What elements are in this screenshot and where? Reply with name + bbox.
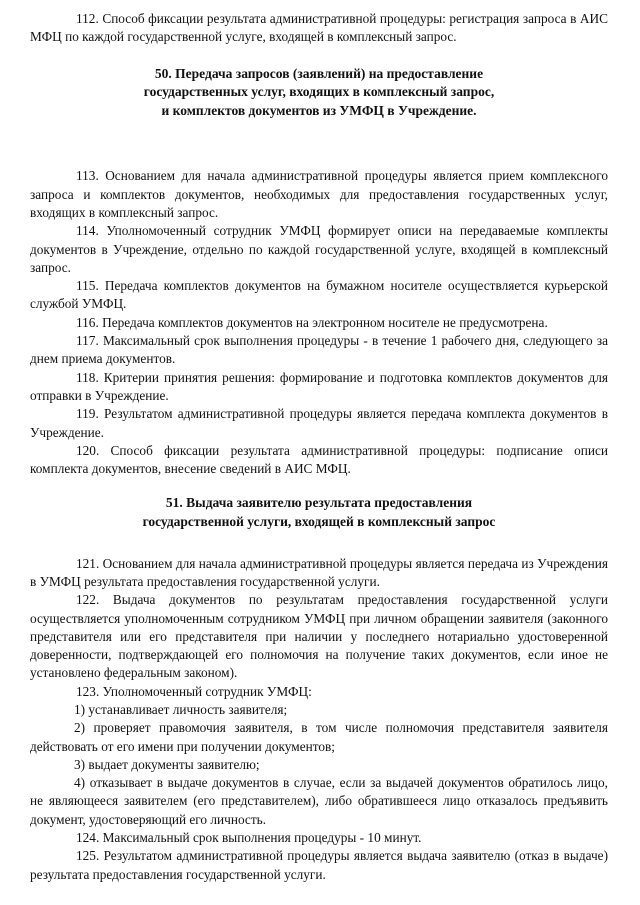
- section-50-heading-line: и комплектов документов из УМФЦ в Учреждение.: [161, 102, 477, 118]
- paragraph-116: 116. Передача комплектов документов на электронном носителе не предусмотрена.: [76, 314, 548, 330]
- paragraph-113: 113. Основанием для начала административной процедуры является прием комплексного запроса и комплектов документов, необходимых для предоставления государственных услуг, входящих в комплексный запрос.: [30, 168, 608, 220]
- section-51-heading: [30, 494, 608, 531]
- list-item-2: 2) проверяет правомочия заявителя, в том числе полномочия представителя заявителя действовать от его имени при получении документов;: [30, 720, 608, 754]
- spacer: [30, 120, 608, 167]
- paragraph-120: 120. Способ фиксации результата административной процедуры: подписание описи комплекта документов, внесение сведений в АИС МФЦ.: [30, 442, 608, 477]
- paragraph-112: 112. Способ фиксации результата административной процедуры: регистрация запроса в АИС МФЦ по каждой государственной услуге, входящей в комплексный запрос.: [30, 11, 608, 45]
- list-item-4: 4) отказывает в выдаче документов в случае, если за выдачей документов обратилось лицо, не являющееся заявителем (его представителем), либо обратившееся лицо отказалось предъявить документ, удостоверяющий его личность.: [30, 775, 608, 827]
- spacer: [30, 478, 608, 494]
- paragraph-125: 125. Результатом административной процедуры является выдача заявителю (отказ в выдаче) результата предоставления государственной услуги.: [30, 848, 608, 882]
- paragraph-121: 121. Основанием для начала административной процедуры является передача из Учреждения в УМФЦ результата предоставления государственной услуги.: [30, 555, 608, 589]
- paragraph-114: 114. Уполномоченный сотрудник УМФЦ формирует описи на передаваемые комплекты документов в Учреждение, отдельно по каждой государственной услуге, входящей в комплексный запрос.: [30, 223, 608, 275]
- section-51-heading-line: государственной услуги, входящей в комплексный запрос: [142, 514, 496, 530]
- spacer: [30, 47, 608, 65]
- paragraph-117: 117. Максимальный срок выполнения процедуры - в течение 1 рабочего дня, следующего за днем приема документов.: [30, 333, 608, 367]
- paragraph-124: 124. Максимальный срок выполнения процедуры - 10 минут.: [76, 830, 422, 846]
- section-50-heading-line: государственных услуг, входящих в комплексный запрос,: [143, 84, 495, 100]
- paragraph-123: 123. Уполномоченный сотрудник УМФЦ:: [76, 683, 312, 699]
- paragraph-115: 115. Передача комплектов документов на бумажном носителе осуществляется курьерской службой УМФЦ.: [30, 278, 608, 312]
- list-item-1: 1) устанавливает личность заявителя;: [74, 701, 288, 717]
- section-51-heading-line: 51. Выдача заявителю результата предоставления: [165, 495, 473, 511]
- paragraph-122: 122. Выдача документов по результатам предоставления государственной услуги осуществляется уполномоченным сотрудником УМФЦ при личном обращении заявителя (законного представителя или его представителя при наличии у последнего нотариально удостоверенной доверенности, подтверждающей его полномочия на получение таких документов, если иное не установлено федеральным законом).: [30, 592, 608, 681]
- section-50-heading-line: 50. Передача запросов (заявлений) на предоставление: [154, 65, 484, 81]
- section-50-heading: [30, 65, 608, 121]
- paragraph-118: 118. Критерии принятия решения: формирование и подготовка комплектов документов для отправки в Учреждение.: [30, 369, 608, 403]
- paragraph-119: 119. Результатом административной процедуры является передача комплекта документов в Учреждение.: [30, 406, 608, 440]
- spacer: [30, 532, 608, 555]
- document-page: [30, 10, 608, 884]
- list-item-3: 3) выдает документы заявителю;: [74, 756, 260, 772]
